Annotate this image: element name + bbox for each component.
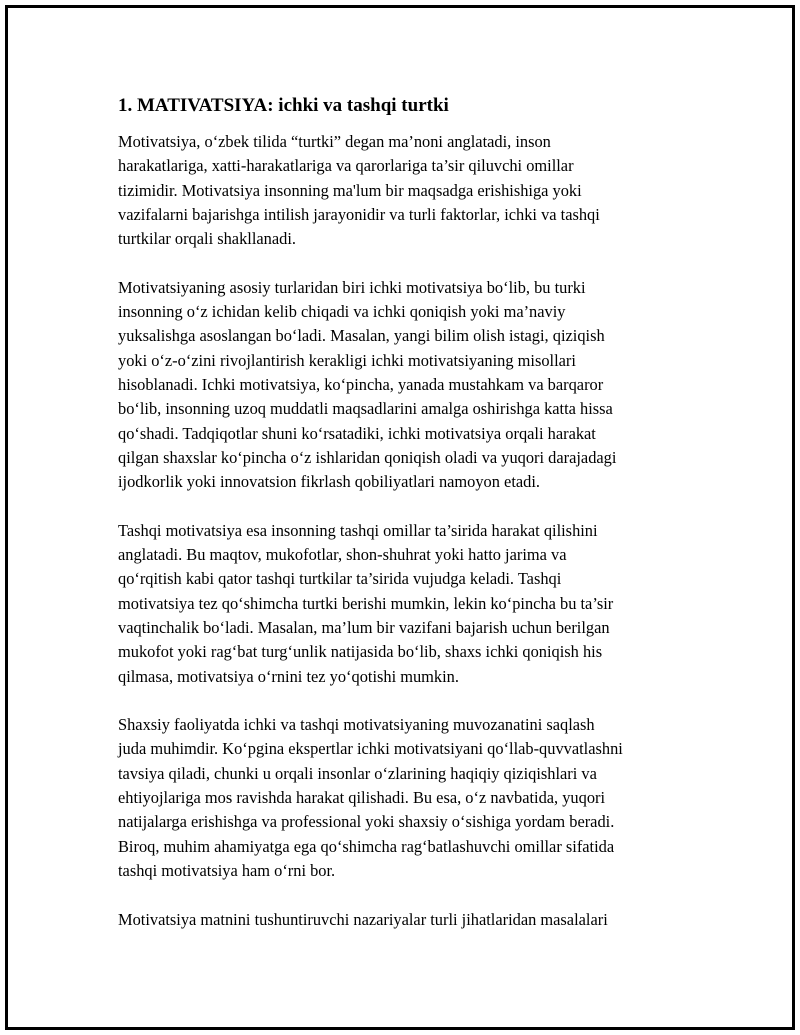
text-line: Motivatsiya, o‘zbek tilida “turtki” degan ma’noni anglatadi, inson bbox=[118, 132, 551, 151]
text-line: vazifalarni bajarishga intilish jarayonidir va turli faktorlar, ichki va tashqi bbox=[118, 204, 600, 224]
text-line: ijodkorlik yoki innovatsion fikrlash qobiliyatlari namoyon etadi. bbox=[118, 472, 540, 492]
text-line: hisoblanadi. Ichki motivatsiya, ko‘pincha, yanada mustahkam va barqaror bbox=[118, 374, 604, 394]
text-line: yuksalishga asoslangan bo‘ladi. Masalan, yangi bilim olish istagi, qiziqish bbox=[118, 326, 605, 346]
paragraph-motivation-definition bbox=[118, 130, 690, 251]
document-body bbox=[118, 94, 690, 956]
text-line: tashqi motivatsiya ham o‘rni bor. bbox=[118, 860, 336, 880]
text-line: qo‘shadi. Tadqiqotlar shuni ko‘rsatadiki, ichki motivatsiya orqali harakat bbox=[118, 423, 596, 443]
text-line: qilgan shaxslar ko‘pincha o‘z ishlaridan qoniqish oladi va yuqori darajadagi bbox=[118, 447, 617, 467]
text-line: Tashqi motivatsiya esa insonning tashqi omillar ta’sirida harakat qilishini bbox=[118, 520, 598, 540]
paragraph-motivation-balance bbox=[118, 713, 690, 883]
text-line: turtkilar orqali shakllanadi. bbox=[118, 229, 296, 249]
text-line: Motivatsiya matnini tushuntiruvchi nazariyalar turli jihatlaridan masalalari bbox=[118, 909, 608, 929]
text-line: mukofot yoki rag‘bat turg‘unlik natijasida bo‘lib, shaxs ichki qoniqish his bbox=[118, 642, 603, 662]
text-line: Motivatsiyaning asosiy turlaridan biri ichki motivatsiya bo‘lib, bu turki bbox=[118, 277, 586, 297]
text-line: bo‘lib, insonning uzoq muddatli maqsadlarini amalga oshirishga katta hissa bbox=[118, 399, 613, 419]
text-line: natijalarga erishishga va professional yoki shaxsiy o‘sishiga yordam beradi. bbox=[118, 812, 615, 832]
text-line: Biroq, muhim ahamiyatga ega qo‘shimcha rag‘batlashuvchi omillar sifatida bbox=[118, 836, 615, 856]
paragraph-extrinsic-motivation bbox=[118, 519, 690, 689]
document-heading: 1. MATIVATSIYA: ichki va tashqi turtki bbox=[118, 95, 449, 116]
text-line: qilmasa, motivatsiya o‘rnini tez yo‘qotishi mumkin. bbox=[118, 666, 459, 686]
text-line: qo‘rqitish kabi qator tashqi turtkilar ta’sirida vujudga keladi. Tashqi bbox=[118, 569, 562, 589]
paragraph-intrinsic-motivation bbox=[118, 276, 690, 495]
text-line: yoki o‘z-o‘zini rivojlantirish kerakligi ichki motivatsiyaning misollari bbox=[118, 350, 576, 370]
text-line: ehtiyojlariga mos ravishda harakat qilishadi. Bu esa, o‘z navbatida, yuqori bbox=[118, 788, 606, 808]
text-line: anglatadi. Bu maqtov, mukofotlar, shon-shuhrat yoki hatto jarima va bbox=[118, 545, 567, 565]
text-line: tizimidir. Motivatsiya insonning ma'lum bir maqsadga erishishiga yoki bbox=[118, 180, 582, 200]
text-line: vaqtinchalik bo‘ladi. Masalan, ma’lum bir vazifani bajarish uchun berilgan bbox=[118, 617, 610, 637]
text-line: harakatlariga, xatti-harakatlariga va qarorlariga ta’sir qiluvchi omillar bbox=[118, 156, 574, 176]
paragraph-motivation-theories bbox=[118, 908, 690, 932]
text-line: tavsiya qiladi, chunki u orqali insonlar o‘zlarining haqiqiy qiziqishlari va bbox=[118, 763, 597, 783]
text-line: Shaxsiy faoliyatda ichki va tashqi motivatsiyaning muvozanatini saqlash bbox=[118, 715, 595, 735]
text-line: juda muhimdir. Ko‘pgina ekspertlar ichki motivatsiyani qo‘llab-quvvatlashni bbox=[118, 739, 623, 759]
text-line: motivatsiya tez qo‘shimcha turtki berishi mumkin, lekin ko‘pincha bu ta’sir bbox=[118, 593, 614, 613]
text-line: insonning o‘z ichidan kelib chiqadi va ichki qoniqish yoki ma’naviy bbox=[118, 302, 566, 322]
